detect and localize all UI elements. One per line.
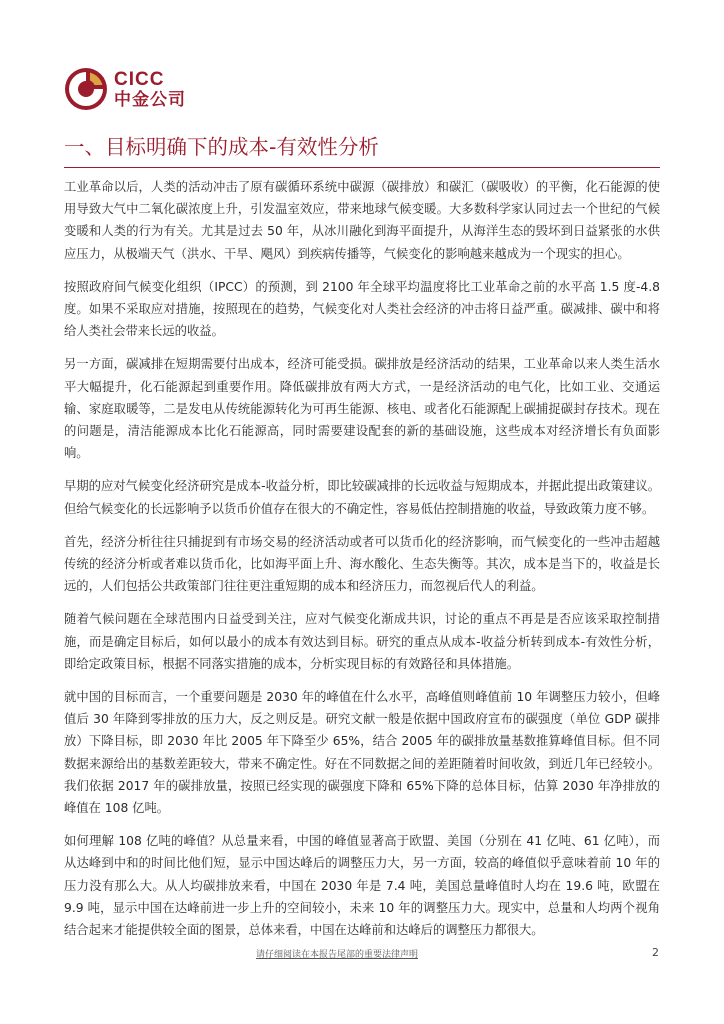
paragraph: 就中国的目标而言，一个重要问题是 2030 年的峰值在什么水平，高峰值则峰值前 10 年调整压力较小，但峰值后 30 年降到零排放的压力大，反之则反是。研究文献一般是依据中国政府宣布的碳强度（单位 GDP 碳排放）下降目标，即 2030 年比 2005 年下降至少 65%，结合 2005 年的碳排放量基数推算峰值目标。但不同数据来源给出的基数差距较大，带来不确定性。好在不同数据之间的差距随着时间收敛，到近几年已经较小。我们依据 2017 年的碳排放量，按照已经实现的碳强度下降和 65%下降的总体目标，估算 2030 年净排放的峰值在 108 亿吨。 bbox=[64, 690, 660, 816]
paragraph: 另一方面，碳减排在短期需要付出成本，经济可能受损。碳排放是经济活动的结果，工业革命以来人类生活水平大幅提升，化石能源起到重要作用。降低碳排放有两大方式，一是经济活动的电气化，比如工业、交通运输、家庭取暖等，二是发电从传统能源转化为可再生能源、核电、或者化石能源配上碳捕捉碳封存技术。现在的问题是，清洁能源成本比化石能源高，同时需要建设配套的新的基础设施，这些成本对经济增长有负面影响。 bbox=[64, 357, 660, 461]
brand-name-en: CICC bbox=[114, 68, 165, 90]
legal-disclaimer-link[interactable]: 请仔细阅读在本报告尾部的重要法律声明 bbox=[256, 950, 419, 960]
paragraph: 早期的应对气候变化经济研究是成本-收益分析，即比较碳减排的长远收益与短期成本，并据此提出政策建议。但给气候变化的长远影响予以货币价值存在很大的不确定性，容易低估控制措施的收益，导致政策力度不够。 bbox=[64, 479, 660, 516]
paragraph: 如何理解 108 亿吨的峰值？从总量来看，中国的峰值显著高于欧盟、美国（分别在 41 亿吨、61 亿吨），而从达峰到中和的时间比他们短，显示中国达峰后的调整压力大，另一方面，较高的峰值似乎意味着前 10 年的压力没有那么大。从人均碳排放来看，中国在 2030 年是 7.4 吨，美国总量峰值时人均在 19.6 吨，欧盟在 9.9 吨，显示中国在达峰前进一步上升的空间较小，未来 10 年的调整压力大。现实中，总量和人均两个视角结合起来才能提供较全面的图景，总体来看，中国在达峰前和达峰后的调整压力都很大。 bbox=[64, 834, 660, 938]
company-logo bbox=[64, 66, 186, 112]
document-body bbox=[64, 176, 660, 952]
page-number: 2 bbox=[652, 946, 659, 959]
paragraph: 工业革命以后，人类的活动冲击了原有碳循环系统中碳源（碳排放）和碳汇（碳吸收）的平衡，化石能源的使用导致大气中二氧化碳浓度上升，引发温室效应，带来地球气候变暖。大多数科学家认同过去一个世纪的气候变暖和人类的行为有关。尤其是过去 50 年，从冰川融化到海平面提升，从海洋生态的毁坏到日益紧张的水供应压力，从极端天气（洪水、干旱、飓风）到疾病传播等，气候变化的影响越来越成为一个现实的担心。 bbox=[64, 180, 660, 261]
paragraph: 随着气候问题在全球范围内日益受到关注，应对气候变化渐成共识，讨论的重点不再是是否应该采取控制措施，而是确定目标后，如何以最小的成本有效达到目标。研究的重点从成本-收益分析转到成本-有效性分析，即给定政策目标，根据不同落实措施的成本，分析实现目标的有效路径和具体措施。 bbox=[64, 612, 660, 671]
paragraph: 首先，经济分析往往只捕捉到有市场交易的经济活动或者可以货币化的经济影响，而气候变化的一些冲击超越传统的经济分析或者难以货币化，比如海平面上升、海水酸化、生态失衡等。其次，成本是当下的，收益是长远的，人们包括公共政策部门往往更注重短期的成本和经济压力，而忽视后代人的利益。 bbox=[64, 534, 660, 594]
section-title: 一、目标明确下的成本-有效性分析 bbox=[64, 135, 379, 159]
cicc-logo-icon bbox=[64, 67, 108, 111]
brand-name-cn: 中金公司 bbox=[114, 89, 186, 110]
title-divider bbox=[64, 167, 660, 168]
paragraph: 按照政府间气候变化组织（IPCC）的预测，到 2100 年全球平均温度将比工业革命之前的水平高 1.5 度-4.8 度。如果不采取应对措施，按照现在的趋势，气候变化对人类社会经济的冲击将日益严重。碳减排、碳中和将给人类社会带来长远的收益。 bbox=[64, 279, 660, 339]
